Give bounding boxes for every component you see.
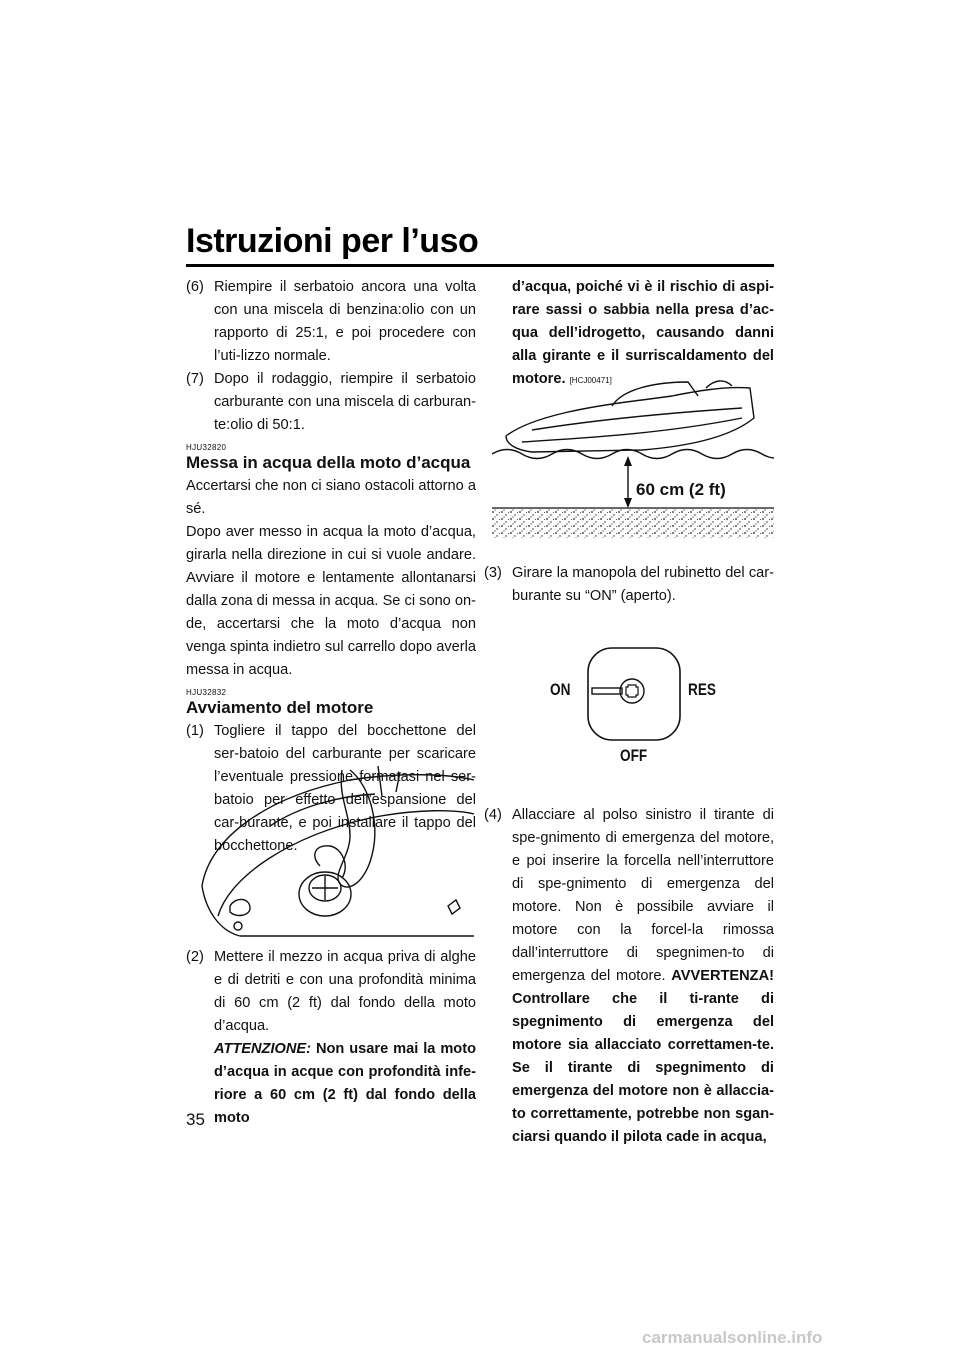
step-2-text: Mettere il mezzo in acqua priva di alghe e di detriti e con una profondità minima di 60 cm (2 ft) dal fondo della moto d’acqua. [214,949,476,1034]
valve-on-label: ON [550,680,571,699]
right-column-step3 [484,562,774,608]
caution-code: [HCJ00471] [569,376,612,385]
section-heading-start: Avviamento del motore [186,698,374,717]
step-6 [186,276,476,368]
page-title: Istruzioni per l’uso [186,222,479,260]
step-1-text: Togliere il tappo del bocchettone del ser-batoio del carburante per scaricare l’eventuale pressione formatasi nel ser-batoio per effetto dell’espansione del car-burante, e poi installare il tappo del bocchettone. [214,723,476,854]
section-heading-launch: Messa in acqua della moto d’acqua [186,453,471,472]
step-6-number: (6) [186,279,204,295]
warning-label: AVVERTENZA! [671,968,774,984]
left-column-lower [186,946,476,1130]
step-3-text: Girare la manopola del rubinetto del car-burante su “ON” (aperto). [512,565,774,604]
paragraph: Dopo aver messo in acqua la moto d’acqua, girarla nella direzione in cui si vuole andare. Avviare il motore e lentamente allontanarsi dalla zona di messa in acqua. Se ci sono on-de, accertarsi che la moto d’acqua non venga spinta indietro sul carrello dopo averla messa in acqua. [186,524,476,678]
step-7-text: Dopo il rodaggio, riempire il serbatoio carburante con una miscela di carburan-te:olio di 50:1. [214,371,476,433]
section-code: HJU32820 [186,443,227,452]
right-column-step4 [484,804,774,1149]
header-rule [186,264,774,267]
caution-text: Non usare mai la moto d’acqua in acque con profondità infe-riore a 60 cm (2 ft) dal fondo della moto [214,1041,476,1126]
watercraft-depth-illustration [492,378,774,540]
watermark: carmanualsonline.info [642,1328,823,1347]
caution-label: ATTENZIONE: [214,1041,312,1057]
right-column [484,276,774,392]
page-number: 35 [186,1110,205,1129]
step-3 [484,562,774,608]
warning-text: Controllare che il ti-rante di spegnimento di emergenza del motore sia allacciato correttamen-te. Se il tirante di spegnimento di emergenza del motore non è allaccia-to correttamente, potrebbe non sgan-ciarsi quando il pilota cade in acqua, [512,991,774,1145]
depth-label: 60 cm (2 ft) [636,480,726,499]
fuel-cap-illustration [200,766,476,938]
valve-res-label: RES [688,680,716,699]
step-4-number: (4) [484,807,502,823]
section-code: HJU32832 [186,688,227,697]
caution-continued [484,276,774,392]
fuel-valve-illustration [586,646,682,742]
valve-off-label: OFF [620,746,648,765]
paragraph: Accertarsi che non ci siano ostacoli attorno a sé. [186,478,476,517]
step-7 [186,368,476,437]
step-2-number: (2) [186,949,204,965]
step-6-text: Riempire il serbatoio ancora una volta con una miscela di benzina:olio con un rapporto di 25:1, e poi procedere con l’uti-lizzo normale. [214,279,476,364]
step-7-number: (7) [186,371,204,387]
caution-continued-text: d’acqua, poiché vi è il rischio di aspi-rare sassi o sabbia nella presa d’ac-qua dell’idrogetto, causando danni alla girante e il surriscaldamento del motore. [512,279,774,387]
step-1-number: (1) [186,723,204,739]
step-3-number: (3) [484,565,502,581]
step-2 [186,946,476,1130]
step-4-text: Allacciare al polso sinistro il tirante di spe-gnimento di emergenza del motore, e poi inserire la forcella nell’interruttore di spe-gnimento di emergenza del motore. Non è possibile avviare il motore con la forcel-la rimossa dall’interruttore di spegnimen-to di emergenza del motore. [512,807,774,984]
step-4 [484,804,774,1149]
